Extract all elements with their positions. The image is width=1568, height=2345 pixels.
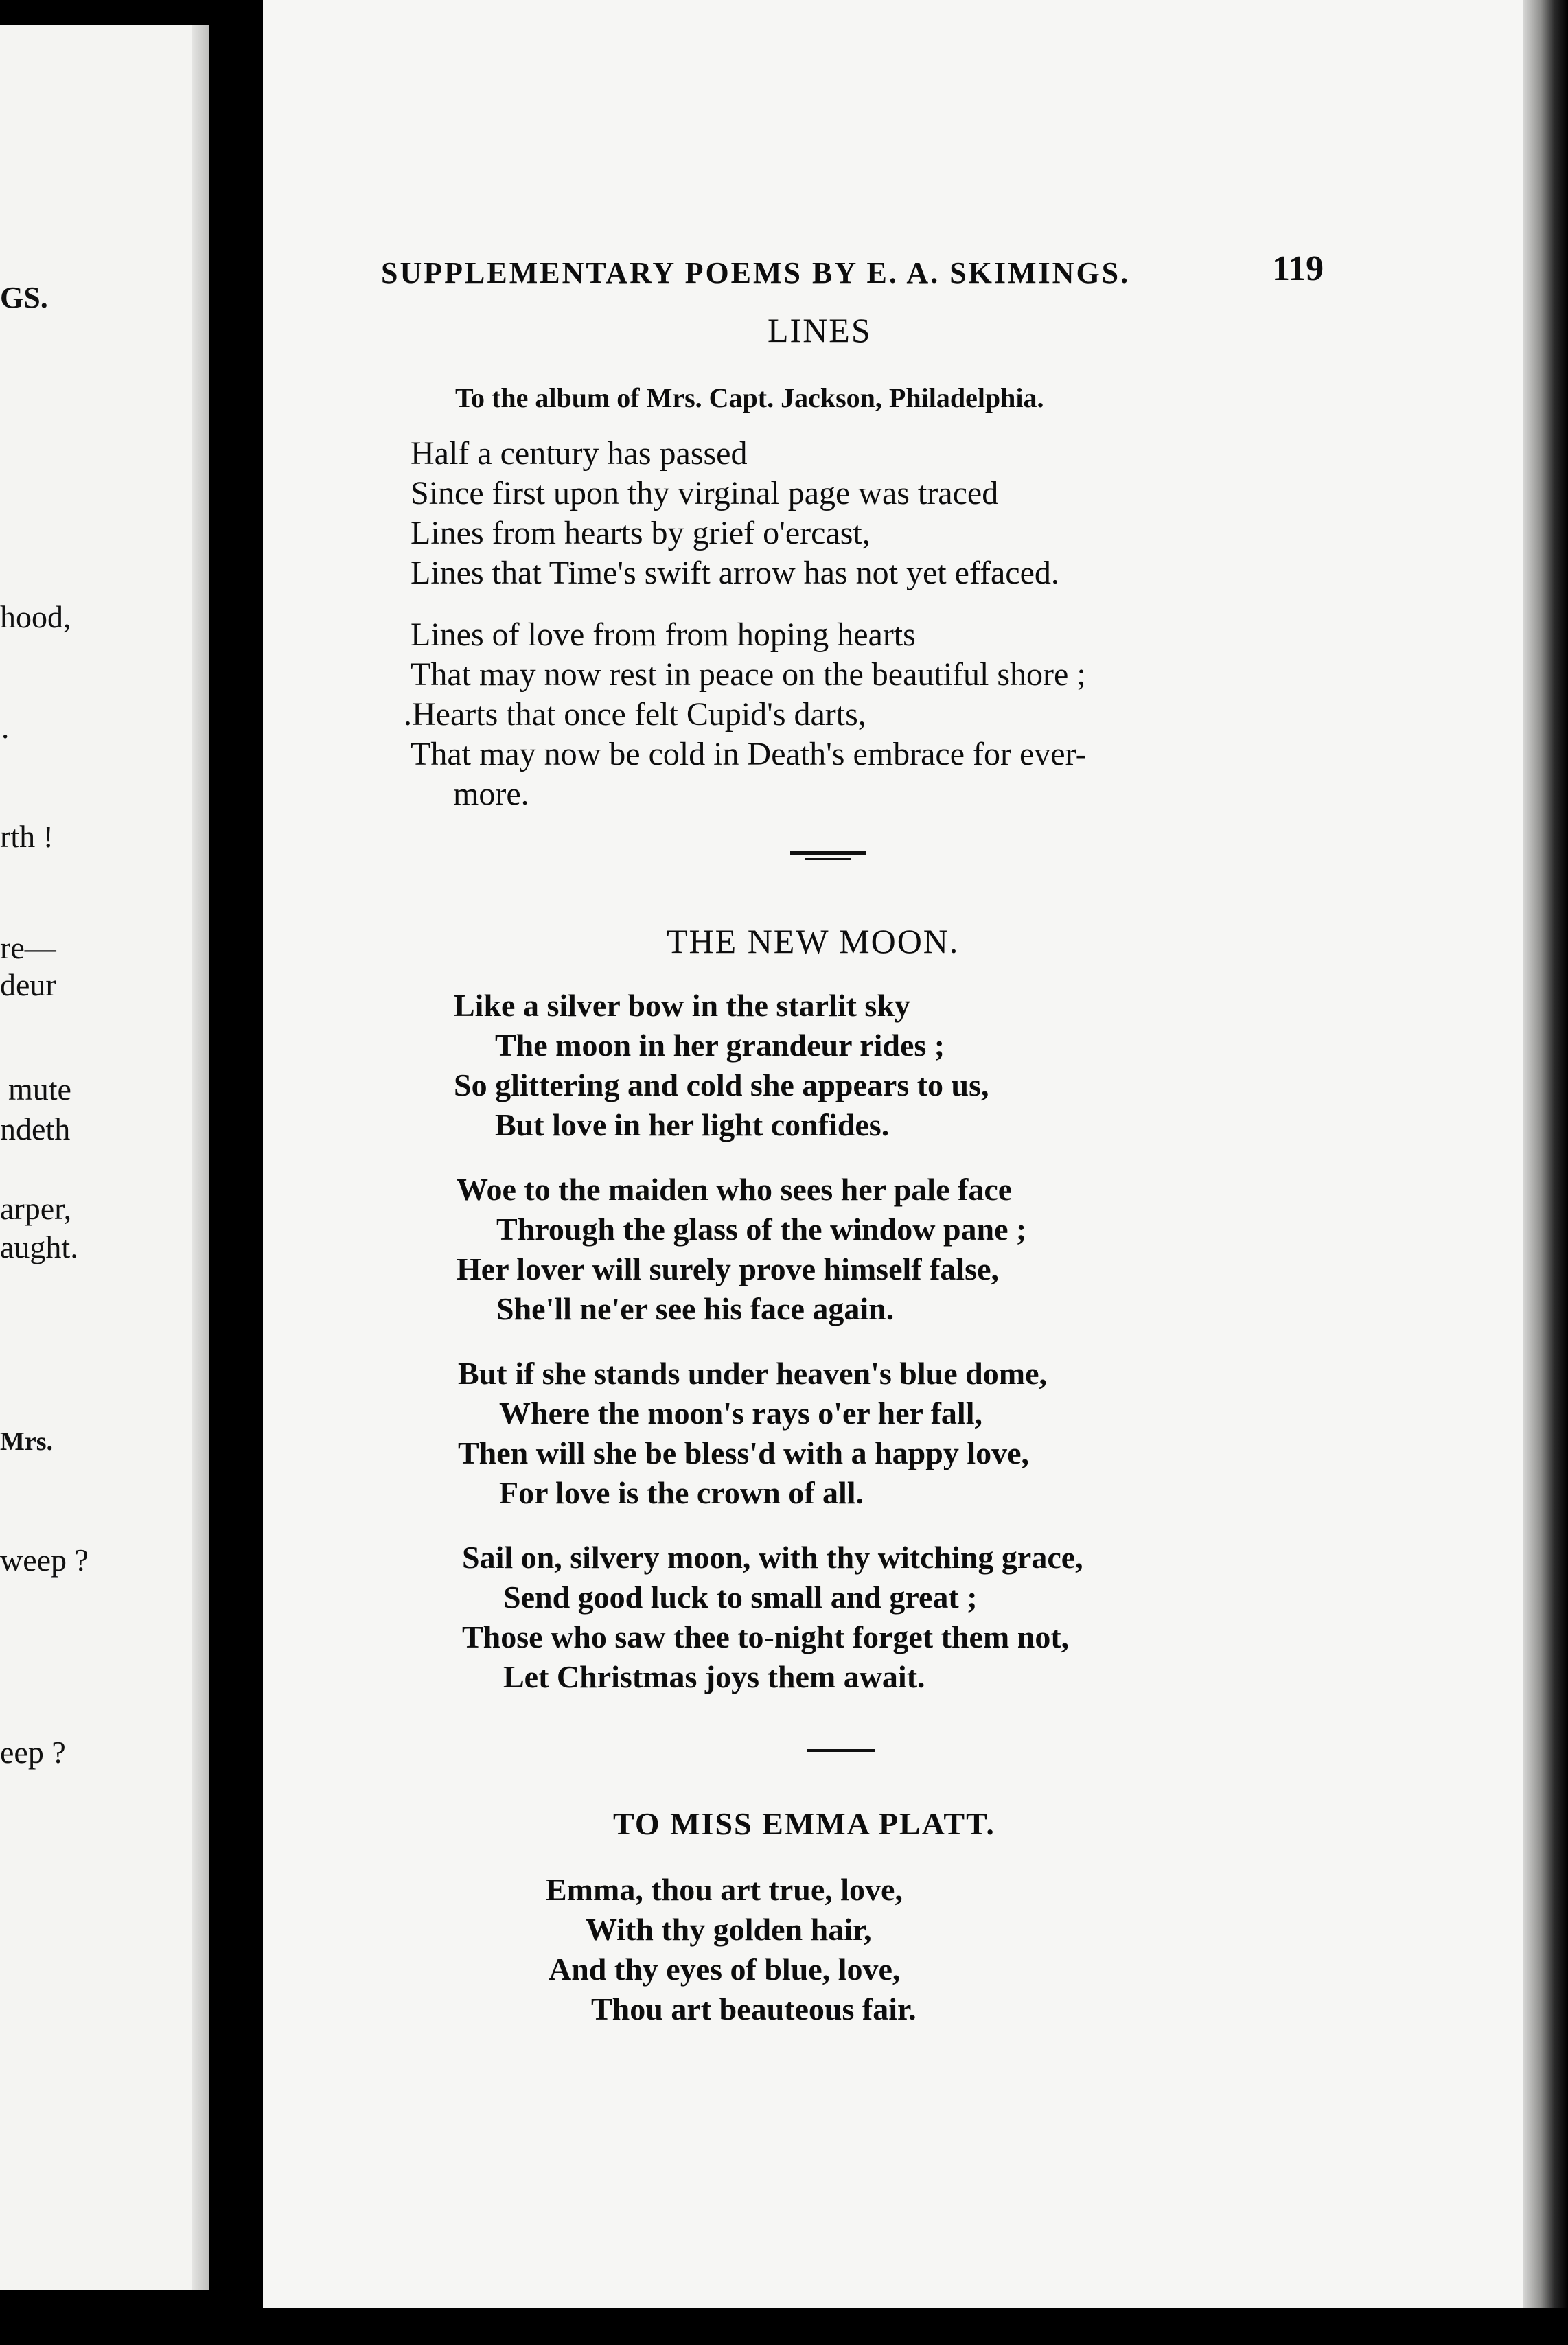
- page-number: 119: [1272, 249, 1324, 288]
- left-fragment: Mrs.: [0, 1427, 54, 1456]
- verse-line: Lines of love from from hoping hearts: [411, 616, 916, 653]
- verse-line: Let Christmas joys them await.: [503, 1659, 925, 1694]
- book-spine: [209, 0, 263, 2345]
- page-edge-shadow: [1523, 0, 1568, 2345]
- verse-line: So glittering and cold she appears to us,: [454, 1067, 989, 1102]
- verse-line: She'll ne'er see his face again.: [496, 1291, 895, 1326]
- verse-line: Lines from hearts by grief o'ercast,: [411, 515, 871, 551]
- verse-line: Thou art beauteous fair.: [591, 1991, 916, 2026]
- poem-title: TO MISS EMMA PLATT.: [613, 1806, 995, 1841]
- left-fragment: mute: [8, 1072, 71, 1107]
- verse-line: For love is the crown of all.: [499, 1475, 864, 1510]
- poem-subtitle: To the album of Mrs. Capt. Jackson, Philadelphia.: [455, 382, 1044, 413]
- verse-line: With thy golden hair,: [586, 1912, 872, 1947]
- left-fragment: aught.: [0, 1229, 78, 1264]
- verse-line: Those who saw thee to-night forget them not,: [462, 1619, 1070, 1654]
- scan-border: [0, 2308, 1568, 2345]
- verse-line: That may now be cold in Death's embrace for ever-: [411, 736, 1087, 772]
- left-fragment: re—: [0, 930, 56, 965]
- verse-line: And thy eyes of blue, love,: [549, 1952, 901, 1987]
- verse-line: Half a century has passed: [411, 435, 748, 472]
- poem-title: LINES: [768, 311, 872, 349]
- left-fragment: ndeth: [0, 1111, 71, 1146]
- gutter-shadow: [192, 25, 209, 2290]
- verse-line: That may now rest in peace on the beautiful shore ;: [411, 656, 1086, 693]
- left-fragment: rth !: [0, 819, 54, 854]
- verse-line: Send good luck to small and great ;: [503, 1580, 978, 1615]
- verse-line: Through the glass of the window pane ;: [496, 1212, 1027, 1247]
- left-fragment: deur: [0, 967, 56, 1002]
- verse-line: Then will she be bless'd with a happy love,: [458, 1435, 1030, 1470]
- right-page: [263, 0, 1523, 2345]
- verse-line: The moon in her grandeur rides ;: [495, 1028, 945, 1063]
- left-fragment: hood,: [0, 599, 71, 634]
- running-header: SUPPLEMENTARY POEMS BY E. A. SKIMINGS.: [381, 256, 1131, 290]
- verse-line: Her lover will surely prove himself false,: [457, 1251, 999, 1286]
- verse-line: more.: [453, 776, 529, 812]
- verse-line: Since first upon thy virginal page was traced: [411, 475, 999, 511]
- left-fragment: arper,: [0, 1191, 72, 1226]
- verse-line: Woe to the maiden who sees her pale face: [457, 1172, 1013, 1207]
- left-facing-page: [0, 25, 209, 2290]
- left-fragment: GS.: [0, 281, 48, 314]
- verse-line: .Hearts that once felt Cupid's darts,: [404, 696, 866, 732]
- section-divider-accent: [805, 858, 851, 860]
- verse-line: But if she stands under heaven's blue dome,: [458, 1356, 1047, 1391]
- verse-line: Sail on, silvery moon, with thy witching grace,: [462, 1540, 1083, 1575]
- left-fragment: ·: [0, 719, 11, 754]
- verse-line: But love in her light confides.: [495, 1107, 890, 1142]
- verse-line: Emma, thou art true, love,: [546, 1872, 903, 1907]
- left-fragment: eep ?: [0, 1735, 66, 1770]
- section-divider: [807, 1749, 875, 1752]
- left-fragment: weep ?: [0, 1543, 89, 1578]
- section-divider: [790, 851, 866, 855]
- verse-line: Like a silver bow in the starlit sky: [454, 988, 910, 1023]
- verse-line: Where the moon's rays o'er her fall,: [499, 1396, 982, 1431]
- poem-title: THE NEW MOON.: [667, 922, 960, 960]
- verse-line: Lines that Time's swift arrow has not yet effaced.: [411, 555, 1059, 591]
